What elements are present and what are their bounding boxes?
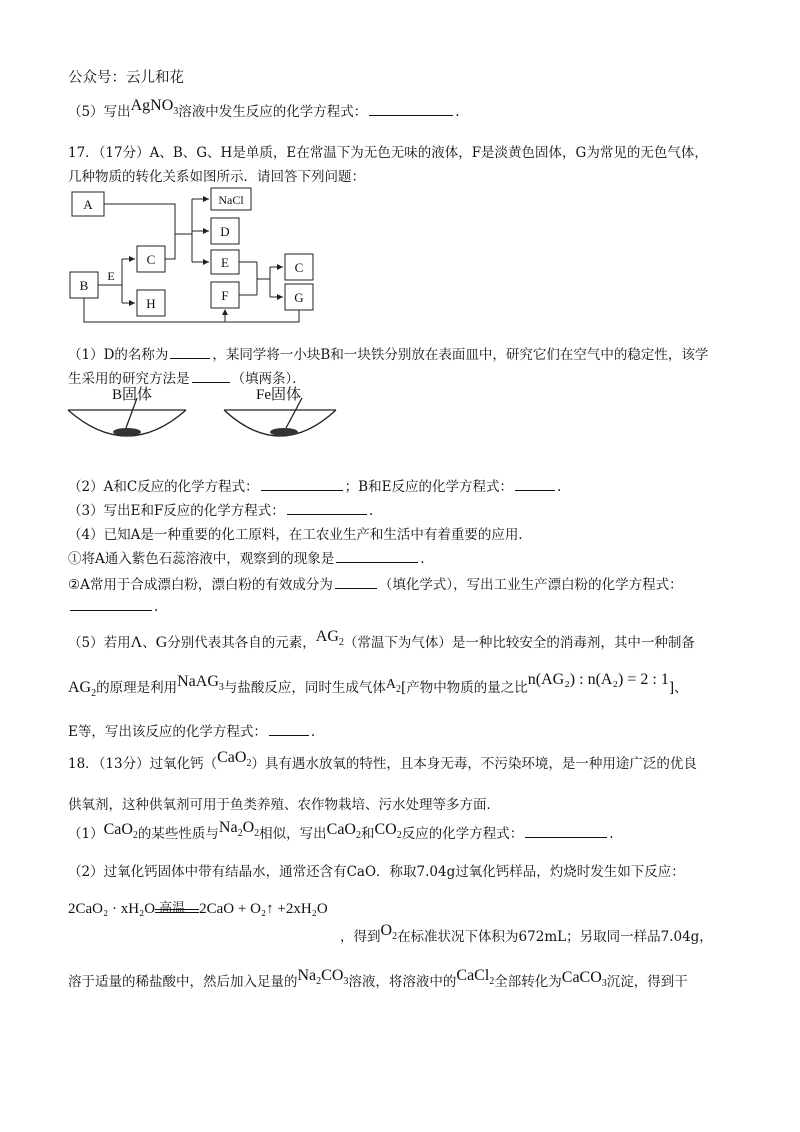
arrow-label-E: E: [107, 269, 115, 283]
answer-blank: [369, 103, 453, 116]
dish-label-fe: Fe固体: [256, 387, 302, 403]
answer-blank: [336, 550, 418, 563]
q17-part1-line2: 生采用的研究方法是 （填两条）．: [68, 371, 306, 387]
label-F: F: [221, 288, 229, 303]
q17-part4-2: ②A常用于合成漂白粉，漂白粉的有效成分为 （填化学式），写出工业生产漂白粉的化学方程式：: [68, 577, 683, 593]
condition-label: 高温: [159, 901, 186, 916]
q17-part5-line1: （5）若用Λ、G分别代表其各自的元素，$AG_2$（常温下为气体）是一种比较安全的消毒剂，其中一种制备: [68, 628, 695, 651]
conversion-diagram: [60, 186, 330, 332]
text: 溶液中发生反应的化学方程式：: [178, 104, 368, 120]
q18-part2: （2）过氧化钙固体中带有结晶水，通常还含有CaO．称取7.04g过氧化钙样品，灼烧时发生如下反应：: [68, 864, 685, 880]
dish-label-b: B固体: [112, 387, 153, 403]
q17-part4-1: ①将A通入紫色石蕊溶液中，观察到的现象是 .: [68, 551, 425, 567]
answer-blank: [525, 825, 607, 838]
label-C-left: C: [146, 252, 156, 267]
answer-blank: [261, 478, 343, 491]
q18-last-line: 溶于适量的稀盐酸中，然后加入足量的$Na_2CO_3$溶液，将溶液中的CaCl$_2$全部转化为CaCO$_3$沉淀，得到干: [68, 967, 688, 990]
q17-part2: （2）A和C反应的化学方程式： ；B和E反应的化学方程式： .: [68, 479, 562, 495]
answer-blank: [70, 598, 152, 611]
answer-blank: [170, 346, 210, 359]
q18-after-equation: ，得到$O_2$在标准状况下体积为672mL；另取同一样品7.04g，: [340, 922, 713, 945]
q17-part4: （4）已知A是一种重要的化工原料，在工农业生产和生活中有着重要的应用．: [68, 527, 532, 543]
text: （5）写出: [68, 104, 131, 120]
label-B: B: [79, 278, 89, 293]
answer-blank: [515, 478, 555, 491]
q17-part1-line1: （1）D的名称为 ，某同学将一小块B和一块铁分别放在表面皿中，研究它们在空气中的稳定性，该学: [68, 347, 709, 363]
reaction-equation: 2CaO₂ · xH₂O 高温 2CaO + O₂↑ +2xH₂O: [68, 901, 328, 918]
answer-blank: [192, 370, 230, 383]
q16-part5: （5）写出AgNO$_3$溶液中发生反应的化学方程式： .: [68, 97, 460, 120]
label-G: G: [294, 290, 304, 305]
answer-blank: [287, 502, 367, 515]
label-C-right: C: [294, 260, 304, 275]
formula-agno3: AgNO$_3$: [130, 97, 179, 118]
answer-blank: [335, 576, 377, 589]
q17-stem-line1: 17．（17分）A、B、G、H是单质，E在常温下为无色无味的液体，F是淡黄色固体，G为常见的无色气体，: [68, 145, 708, 161]
q18-stem-line2: 供氧剂，这种供氧剂可用于鱼类养殖、农作物栽培、污水处理等多方面．: [68, 797, 500, 813]
answer-blank: [269, 723, 309, 736]
label-NaCl: NaCl: [218, 193, 244, 207]
label-H: H: [146, 296, 156, 311]
q17-stem-line2: 几种物质的转化关系如图所示．请回答下列问题：: [68, 169, 365, 185]
q18-part1: （1）CaO$_2$的某些性质与$Na_2O_2$相似，写出CaO$_2$和$CO_2$反应的化学方程式： .: [68, 819, 614, 842]
q17-part5-line2: $AG_2$的原理是利用NaAG$_3$与盐酸反应，同时生成气体$A_2$[产物中物质的量之比n(AG₂) : n(A₂) = 2 : 1]、: [68, 671, 688, 700]
q18-stem-line1: 18．（13分）过氧化钙（CaO$_2$）具有遇水放氧的特性，且本身无毒，不污染环境，是一种用途广泛的优良: [68, 749, 697, 772]
q17-part3: （3）写出E和F反应的化学方程式： .: [68, 503, 374, 519]
watermark: 公众号：云儿和花: [68, 70, 184, 86]
label-A: A: [83, 197, 93, 212]
q17-part5-line3: E等，写出该反应的化学方程式： .: [68, 724, 316, 740]
label-E: E: [221, 255, 229, 270]
q17-part4-2-cont: .: [68, 598, 158, 615]
label-D: D: [220, 224, 230, 239]
watch-glass-figure: [64, 384, 364, 454]
